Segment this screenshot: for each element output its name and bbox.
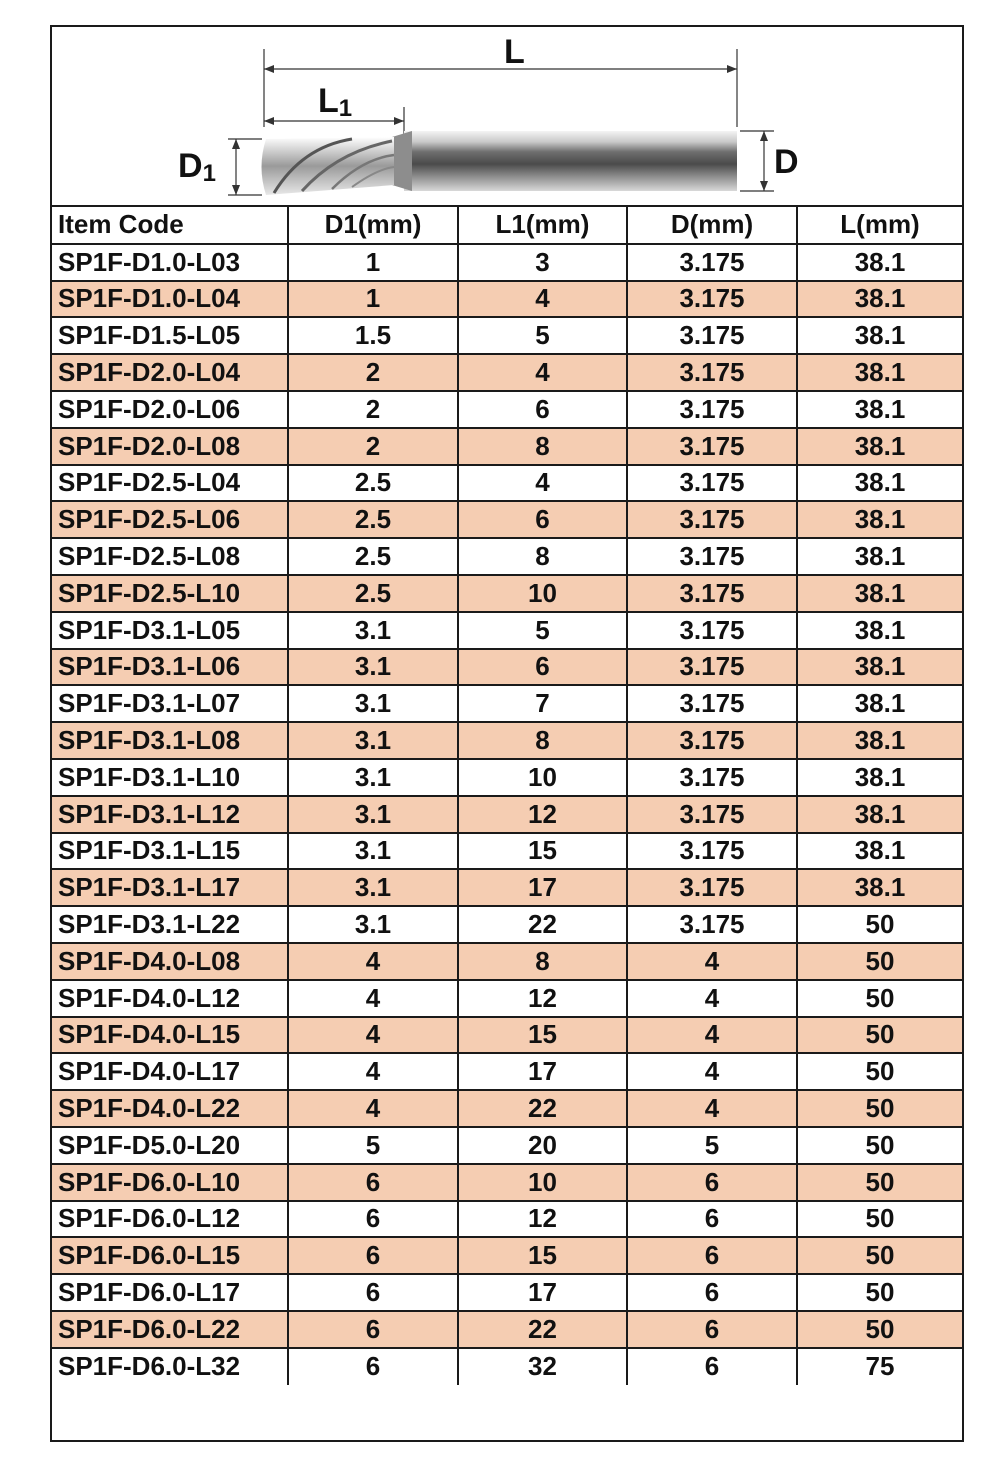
d-cell: 3.175 [627, 906, 797, 943]
table-row [52, 1201, 962, 1238]
d-cell: 6 [627, 1164, 797, 1201]
d-cell: 3.175 [627, 759, 797, 796]
spec-table [52, 207, 962, 1385]
l1-cell: 22 [458, 906, 627, 943]
d-cell: 3.175 [627, 465, 797, 502]
item-code-cell: SP1F-D6.0-L17 [52, 1274, 288, 1311]
item-code-cell: SP1F-D3.1-L22 [52, 906, 288, 943]
d-cell: 6 [627, 1348, 797, 1385]
d1-cell: 3.1 [288, 796, 458, 833]
label-d: D [774, 143, 799, 181]
item-code-cell: SP1F-D3.1-L10 [52, 759, 288, 796]
table-row [52, 1090, 962, 1127]
header-d1: D1(mm) [288, 207, 458, 244]
l-cell: 38.1 [797, 317, 962, 354]
table-row [52, 317, 962, 354]
item-code-cell: SP1F-D6.0-L32 [52, 1348, 288, 1385]
item-code-cell: SP1F-D4.0-L12 [52, 980, 288, 1017]
table-row [52, 980, 962, 1017]
l1-cell: 8 [458, 943, 627, 980]
item-code-cell: SP1F-D2.0-L04 [52, 354, 288, 391]
header-l: L(mm) [797, 207, 962, 244]
l1-cell: 17 [458, 1274, 627, 1311]
label-l: L [504, 33, 525, 71]
d1-cell: 2.5 [288, 538, 458, 575]
item-code-cell: SP1F-D2.5-L10 [52, 575, 288, 612]
d-cell: 6 [627, 1201, 797, 1238]
d1-cell: 4 [288, 1053, 458, 1090]
d-cell: 3.175 [627, 722, 797, 759]
l1-cell: 12 [458, 796, 627, 833]
item-code-cell: SP1F-D3.1-L06 [52, 649, 288, 686]
table-row [52, 833, 962, 870]
l1-cell: 6 [458, 501, 627, 538]
d1-cell: 1.5 [288, 317, 458, 354]
table-row [52, 465, 962, 502]
d1-cell: 3.1 [288, 759, 458, 796]
item-code-cell: SP1F-D6.0-L22 [52, 1311, 288, 1348]
table-row [52, 1237, 962, 1274]
l-cell: 38.1 [797, 465, 962, 502]
d1-cell: 3.1 [288, 906, 458, 943]
l1-cell: 4 [458, 465, 627, 502]
table-row [52, 538, 962, 575]
l1-cell: 20 [458, 1127, 627, 1164]
l-cell: 50 [797, 1237, 962, 1274]
l-cell: 50 [797, 1017, 962, 1054]
item-code-cell: SP1F-D3.1-L08 [52, 722, 288, 759]
l1-cell: 4 [458, 354, 627, 391]
l-cell: 50 [797, 1090, 962, 1127]
d1-cell: 4 [288, 1017, 458, 1054]
table-row [52, 428, 962, 465]
d1-cell: 3.1 [288, 833, 458, 870]
l-cell: 38.1 [797, 649, 962, 686]
l-cell: 50 [797, 1274, 962, 1311]
l-cell: 38.1 [797, 722, 962, 759]
l1-cell: 15 [458, 1237, 627, 1274]
l-cell: 38.1 [797, 869, 962, 906]
d1-cell: 3.1 [288, 722, 458, 759]
label-d1: $D_1$ [178, 147, 216, 187]
d1-cell: 2 [288, 354, 458, 391]
l1-cell: 8 [458, 428, 627, 465]
item-code-cell: SP1F-D3.1-L05 [52, 612, 288, 649]
d-cell: 3.175 [627, 833, 797, 870]
d1-cell: 1 [288, 244, 458, 281]
d1-cell: 1 [288, 281, 458, 318]
d-cell: 6 [627, 1237, 797, 1274]
d-cell: 3.175 [627, 796, 797, 833]
l-cell: 38.1 [797, 244, 962, 281]
table-row [52, 1164, 962, 1201]
table-row [52, 1348, 962, 1385]
table-row [52, 354, 962, 391]
l-cell: 50 [797, 1201, 962, 1238]
l1-cell: 10 [458, 575, 627, 612]
item-code-cell: SP1F-D3.1-L07 [52, 685, 288, 722]
table-row [52, 796, 962, 833]
l-cell: 50 [797, 943, 962, 980]
l-cell: 38.1 [797, 501, 962, 538]
l-cell: 50 [797, 906, 962, 943]
d-cell: 3.175 [627, 649, 797, 686]
d-cell: 3.175 [627, 575, 797, 612]
d1-cell: 2.5 [288, 501, 458, 538]
item-code-cell: SP1F-D1.0-L04 [52, 281, 288, 318]
l1-cell: 15 [458, 833, 627, 870]
d-cell: 3.175 [627, 612, 797, 649]
l1-cell: 17 [458, 869, 627, 906]
item-code-cell: SP1F-D3.1-L12 [52, 796, 288, 833]
d-cell: 6 [627, 1311, 797, 1348]
d1-cell: 5 [288, 1127, 458, 1164]
end-mill-diagram [52, 27, 962, 207]
d-cell: 3.175 [627, 685, 797, 722]
item-code-cell: SP1F-D6.0-L15 [52, 1237, 288, 1274]
l1-cell: 22 [458, 1090, 627, 1127]
d1-cell: 4 [288, 943, 458, 980]
label-l1: $L_1$ [318, 82, 353, 122]
d1-cell: 4 [288, 980, 458, 1017]
table-row [52, 501, 962, 538]
l1-cell: 12 [458, 1201, 627, 1238]
l1-cell: 10 [458, 1164, 627, 1201]
table-header-row [52, 207, 962, 244]
d1-cell: 3.1 [288, 612, 458, 649]
d1-cell: 2.5 [288, 465, 458, 502]
l-cell: 38.1 [797, 354, 962, 391]
l1-cell: 6 [458, 649, 627, 686]
item-code-cell: SP1F-D4.0-L15 [52, 1017, 288, 1054]
l1-cell: 7 [458, 685, 627, 722]
d-cell: 3.175 [627, 538, 797, 575]
l-cell: 50 [797, 1053, 962, 1090]
table-row [52, 943, 962, 980]
d1-cell: 6 [288, 1237, 458, 1274]
l-cell: 50 [797, 1127, 962, 1164]
l1-cell: 8 [458, 722, 627, 759]
item-code-cell: SP1F-D4.0-L22 [52, 1090, 288, 1127]
l1-cell: 12 [458, 980, 627, 1017]
l-cell: 38.1 [797, 833, 962, 870]
l1-cell: 5 [458, 612, 627, 649]
l1-cell: 3 [458, 244, 627, 281]
l1-cell: 17 [458, 1053, 627, 1090]
l1-cell: 32 [458, 1348, 627, 1385]
d-cell: 4 [627, 980, 797, 1017]
d-cell: 6 [627, 1274, 797, 1311]
d-cell: 3.175 [627, 244, 797, 281]
d1-cell: 3.1 [288, 869, 458, 906]
l1-cell: 10 [458, 759, 627, 796]
l-cell: 38.1 [797, 538, 962, 575]
table-row [52, 685, 962, 722]
d-cell: 3.175 [627, 428, 797, 465]
d-cell: 4 [627, 943, 797, 980]
d-cell: 3.175 [627, 391, 797, 428]
l-cell: 38.1 [797, 612, 962, 649]
header-l1: L1(mm) [458, 207, 627, 244]
d-cell: 4 [627, 1090, 797, 1127]
l-cell: 38.1 [797, 575, 962, 612]
l-cell: 50 [797, 980, 962, 1017]
d1-cell: 2.5 [288, 575, 458, 612]
d-cell: 4 [627, 1017, 797, 1054]
item-code-cell: SP1F-D2.0-L06 [52, 391, 288, 428]
l1-cell: 8 [458, 538, 627, 575]
d1-cell: 6 [288, 1274, 458, 1311]
table-row [52, 575, 962, 612]
table-row [52, 1053, 962, 1090]
d-cell: 3.175 [627, 869, 797, 906]
item-code-cell: SP1F-D2.5-L06 [52, 501, 288, 538]
d-cell: 4 [627, 1053, 797, 1090]
l-cell: 75 [865, 1351, 895, 1382]
l1-cell: 4 [458, 281, 627, 318]
l-cell: 38.1 [797, 281, 962, 318]
l-cell: 38.1 [797, 391, 962, 428]
l-cell: 50 [797, 1311, 962, 1348]
table-row [52, 612, 962, 649]
d1-cell: 2 [288, 428, 458, 465]
table-row [52, 722, 962, 759]
spec-sheet [50, 25, 964, 1442]
table-row [52, 759, 962, 796]
item-code-cell: SP1F-D6.0-L12 [52, 1201, 288, 1238]
d1-cell: 3.1 [288, 649, 458, 686]
d1-cell: 3.1 [288, 685, 458, 722]
l1-cell: 6 [458, 391, 627, 428]
d1-cell: 6 [288, 1201, 458, 1238]
d1-cell: 2 [288, 391, 458, 428]
l-cell: 38.1 [797, 685, 962, 722]
l1-cell: 15 [458, 1017, 627, 1054]
item-code-cell: SP1F-D3.1-L17 [52, 869, 288, 906]
d1-cell: 6 [288, 1311, 458, 1348]
d-cell: 3.175 [627, 501, 797, 538]
item-code-cell: SP1F-D4.0-L17 [52, 1053, 288, 1090]
table-row [52, 391, 962, 428]
d1-cell: 4 [288, 1090, 458, 1127]
table-row [52, 1311, 962, 1348]
l-cell: 38.1 [797, 759, 962, 796]
item-code-cell: SP1F-D2.0-L08 [52, 428, 288, 465]
header-d: D(mm) [627, 207, 797, 244]
shank [404, 131, 737, 191]
l1-cell: 22 [458, 1311, 627, 1348]
item-code-cell: SP1F-D2.5-L08 [52, 538, 288, 575]
item-code-cell: SP1F-D3.1-L15 [52, 833, 288, 870]
d1-cell: 6 [288, 1348, 458, 1385]
l-cell: 50 [797, 1164, 962, 1201]
item-code-cell: SP1F-D1.5-L05 [52, 317, 288, 354]
l-cell: 38.1 [797, 428, 962, 465]
d-cell: 3.175 [627, 281, 797, 318]
table-row [52, 869, 962, 906]
l-cell: 38.1 [797, 796, 962, 833]
item-code-cell: SP1F-D4.0-L08 [52, 943, 288, 980]
l1-cell: 5 [458, 317, 627, 354]
table-row [52, 906, 962, 943]
item-code-cell: SP1F-D2.5-L04 [52, 465, 288, 502]
table-row [52, 649, 962, 686]
d-cell: 5 [627, 1127, 797, 1164]
table-row [52, 1017, 962, 1054]
header-item-code: Item Code [52, 207, 288, 244]
table-row [52, 281, 962, 318]
d-cell: 3.175 [627, 354, 797, 391]
table-row [52, 1127, 962, 1164]
d1-cell: 6 [288, 1164, 458, 1201]
d-cell: 3.175 [627, 317, 797, 354]
item-code-cell: SP1F-D5.0-L20 [52, 1127, 288, 1164]
table-row [52, 244, 962, 281]
item-code-cell: SP1F-D1.0-L03 [52, 244, 288, 281]
table-row [52, 1274, 962, 1311]
item-code-cell: SP1F-D6.0-L10 [52, 1164, 288, 1201]
